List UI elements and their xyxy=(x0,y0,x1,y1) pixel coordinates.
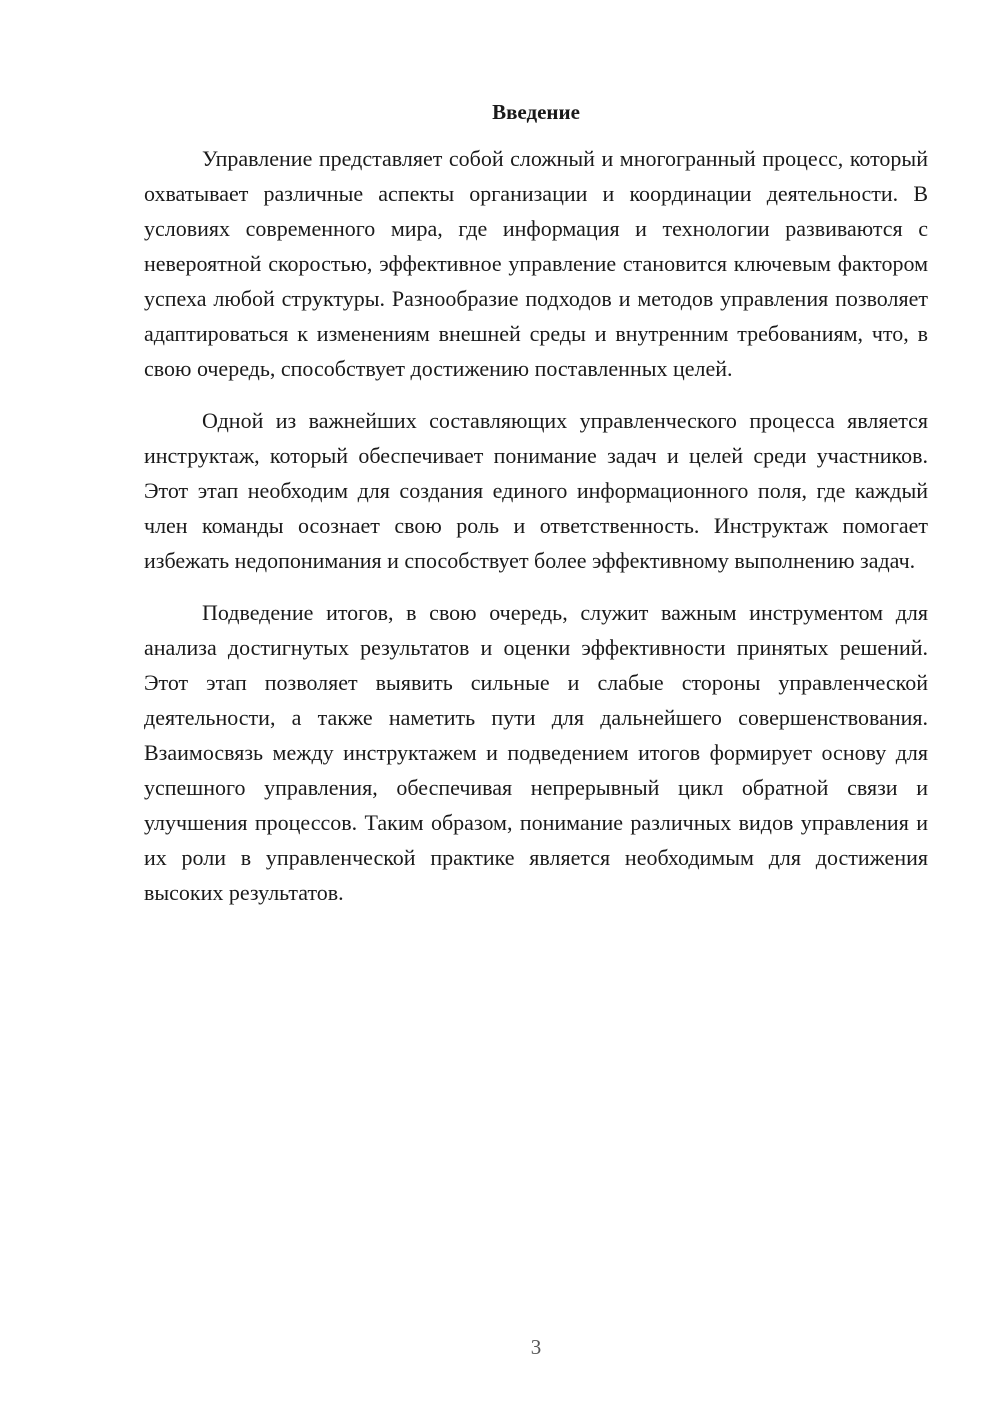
body-text xyxy=(144,141,928,927)
section-title: Введение xyxy=(492,100,580,124)
paragraph-1: Управление представляет собой сложный и многогранный процесс, который охватывает различные аспекты организации и координации деятельности. В условиях современного мира, где информация и технологии развиваются с невероятной скоростью, эффективное управление становится ключевым фактором успеха любой структуры. Разнообразие подходов и методов управления позволяет адаптироваться к изменениям внешней среды и внутренним требованиям, что, в свою очередь, способствует достижению поставленных целей. xyxy=(144,146,928,381)
paragraph-3: Подведение итогов, в свою очередь, служит важным инструментом для анализа достигнутых результатов и оценки эффективности принятых решений. Этот этап позволяет выявить сильные и слабые стороны управленческой деятельности, а также наметить пути для дальнейшего совершенствования. Взаимосвязь между инструктажем и подведением итогов формирует основу для успешного управления, обеспечивая непрерывный цикл обратной связи и улучшения процессов. Таким образом, понимание различных видов управления и их роли в управленческой практике является необходимым для достижения высоких результатов. xyxy=(144,600,928,905)
page-number: 3 xyxy=(530,1335,542,1359)
paragraph-2: Одной из важнейших составляющих управленческого процесса является инструктаж, который обеспечивает понимание задач и целей среди участников. Этот этап необходим для создания единого информационного поля, где каждый член команды осознает свою роль и ответственность. Инструктаж помогает избежать недопонимания и способствует более эффективному выполнению задач. xyxy=(144,408,928,573)
